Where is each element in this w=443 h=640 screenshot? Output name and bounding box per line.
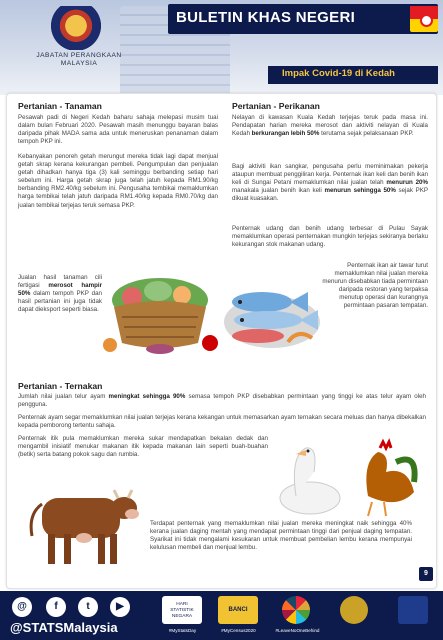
agency-line1: JABATAN PERANGKAAN xyxy=(36,52,122,59)
tanaman-p3-c: dalam tempoh PKP dan hasil pertanian ini juga tidak dapat dieksport seperti biasa. xyxy=(18,290,102,314)
bulletin-title: BULETIN KHAS NEGERI xyxy=(176,9,356,26)
perikanan-p1-bold: berkurangan lebih 50% xyxy=(251,130,320,138)
banci-malaysia-logo: BANCI MALAYSIA xyxy=(218,596,258,624)
ternakan-paragraph-1 xyxy=(18,393,426,409)
perikanan-heading: Pertanian - Perikanan xyxy=(232,101,320,111)
coat-of-arms-logo xyxy=(50,6,102,50)
tanaman-heading: Pertanian - Tanaman xyxy=(18,101,102,111)
bulletin-subtitle: Impak Covid-19 di Kedah xyxy=(282,68,395,79)
ternakan-paragraph-2: Penternak ayam segar memaklumkan nilai jualan terjejas kerana kekangan untuk memasarkan ayam ternakan secara meluas dan hanya dibekalkan kepada pemborong tertentu sahaja. xyxy=(18,414,426,430)
tanaman-p3-a: Jualan hasil tanaman cili fertigasi xyxy=(18,274,102,290)
header-banner xyxy=(0,0,443,95)
facebook-icon[interactable]: f xyxy=(46,597,66,617)
cow-illustration xyxy=(14,474,144,574)
perikanan-paragraph-2 xyxy=(232,163,428,203)
perikanan-paragraph-1 xyxy=(232,114,428,138)
youtube-icon[interactable]: ▶ xyxy=(110,597,130,617)
tanaman-paragraph-1: Pesawah padi di Negeri Kedah baharu sahaja melepasi musim tuai dalam bulan Februari 2020. Pesawah masih menunggu bayaran balas daripada pihak MADA sama ada untuk meneruskan penanaman dalam tempoh PKP ini. xyxy=(18,114,218,146)
ternakan-paragraph-4: Terdapat penternak yang memaklumkan nilai jualan mereka meningkat naik sehingga 40% kerana jualan daging mentah yang mendapat permintaan tinggi dari penjual daging tempatan. Syarikat ini tidak mengalami kesukaran untuk membuat pembelian lembu kerana mempunyai kelulusan membeli dan menjual lembu. xyxy=(150,520,412,552)
caption-mycensus2020: #MyCensus2020 xyxy=(221,628,256,633)
perikanan-p2-a: Bagi aktiviti ikan sangkar, pengusaha perlu meminimakan pekerja ataupun membuat penggiliran kerja. Penternak ikan keli dan benih ikan keli di Sungai Petani memaklumkan nilai jualan telah xyxy=(232,163,428,187)
coat-of-arms-footer-logo xyxy=(340,596,368,624)
ternakan-p1-bold: meningkat sehingga 90% xyxy=(108,393,186,400)
perikanan-paragraph-3: Penternak udang dan benih udang terbesar di Pulau Sayak memaklumkan operasi penternakan mungkin terjejas sekiranya berlaku kekurangan stok makanan udang. xyxy=(232,225,428,249)
caption-mystatsday: #MyStatsDay xyxy=(168,628,197,633)
facebook-footer-icon[interactable] xyxy=(398,596,428,624)
perikanan-p2-bold-2: menurun sehingga 50% xyxy=(324,187,396,195)
tanaman-paragraph-3 xyxy=(18,274,102,314)
perikanan-paragraph-4: Penternak ikan air tawar turut memaklumkan nilai jualan mereka menurun disebabkan tiada permintaan daripada restoran yang terpaksa menutup operasi dan kurangnya permintaan pasaran tempatan. xyxy=(322,262,428,310)
vegetable-basket-illustration xyxy=(100,265,220,355)
ternakan-p1-c: semasa tempoh PKP disebabkan permintaan yang tinggi ke atas telur ayam oleh pengguna. xyxy=(18,393,426,409)
hari-statistik-negara-logo: HARI STATISTIK NEGARA xyxy=(162,596,202,624)
ternakan-p1-a: Jumlah nilai jualan telur ayam xyxy=(18,393,109,400)
social-handle[interactable]: @STATSMalaysia xyxy=(10,620,118,635)
fish-seafood-illustration xyxy=(218,262,328,362)
agency-line2: MALAYSIA xyxy=(60,60,98,67)
perikanan-p1-a: Nelayan di kawasan Kuala Kedah terjejas teruk pada masa ini. Pendapatan harian mereka merosot dan aktiviti nelayan di Kuala Kedah xyxy=(232,114,428,138)
agency-name xyxy=(24,52,134,68)
kedah-flag-icon xyxy=(410,6,438,32)
perikanan-p2-c: manakala jualan benih ikan keli xyxy=(232,187,325,195)
ternakan-heading: Pertanian - Ternakan xyxy=(18,381,103,391)
perikanan-p2-e: sejak PKP dikuat kuasakan. xyxy=(232,187,429,203)
perikanan-p1-c: terutama sejak pelaksanaan PKP. xyxy=(319,130,414,138)
ternakan-paragraph-3: Penternak itik pula memaklumkan mereka sukar mendapatkan bekalan dedak dan mengambil inisiatif menukar makanan itik kepada makanan lain seperti buah-buahan (betik) serta batang pokok sagu dan rumbia. xyxy=(18,435,268,459)
perikanan-p2-bold-1: menurun 20% xyxy=(386,179,428,187)
page-number: 9 xyxy=(419,567,433,581)
tanaman-paragraph-2: Kebanyakan penoreh getah merungut mereka tidak lagi dapat menjual getah skrap kerana kekurangan pembeli. Pengumpulan dan penjualan getah dihadkan hanya tiga (3) kali seminggu berbanding setiap hari sebelum ini. Harga getah skrap juga telah jatuh kepada RM1.90/kg berbanding RM2.40/kg sebelum ini. Pengusaha tembikai memaklumkan harga tembikai telah jatuh daripada RM1.40/kg kepada RM0.70/kg dan jualan tembikai terjejas teruk semasa PKP. xyxy=(18,153,218,209)
caption-leavenoonebehind: #LeaveNoOneBehind xyxy=(275,628,320,633)
duck-rooster-illustration xyxy=(268,432,418,520)
tanaman-p3-bold: merosot hampir 50% xyxy=(18,282,102,298)
twitter-icon[interactable]: t xyxy=(78,597,98,617)
instagram-icon[interactable]: @ xyxy=(12,597,32,617)
sdg-wheel-logo xyxy=(282,596,310,624)
